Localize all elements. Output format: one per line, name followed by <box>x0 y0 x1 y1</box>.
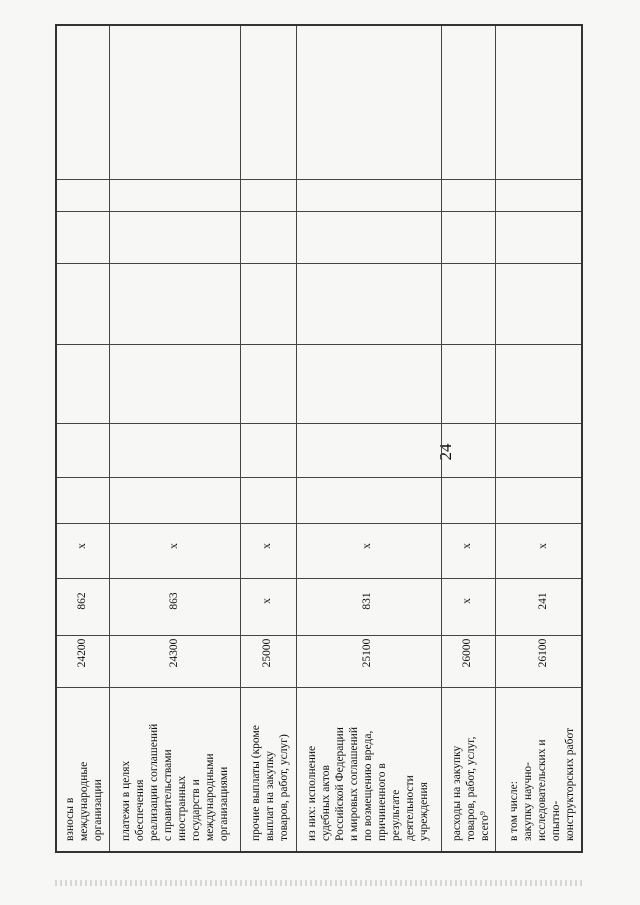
row-code: 26100 <box>537 638 549 668</box>
grid-line <box>57 635 581 636</box>
row-kbk: x <box>461 598 473 604</box>
row-kbk: 862 <box>76 592 88 610</box>
grid-line <box>57 263 581 264</box>
grid-line <box>57 523 581 524</box>
page-number: 24 <box>436 443 455 461</box>
row-code: 24300 <box>168 638 180 668</box>
row-kbk: x <box>261 598 273 604</box>
grid-line <box>57 211 581 212</box>
grid-line <box>296 26 297 851</box>
row-code: 24200 <box>76 638 88 668</box>
row-name: в том числе: закупку научно- исследовательских и опытно- конструкторских работ <box>508 727 576 841</box>
row-mark: x <box>168 543 180 549</box>
row-name: из них: исполнение судебных актов Российской Федерации и мировых соглашений по возмещению вреда, причиненного в результате деятельности учреждения <box>306 727 430 841</box>
row-mark: x <box>537 543 549 549</box>
scan-artifact <box>55 880 583 886</box>
grid-line <box>57 477 581 478</box>
grid-line <box>57 687 581 688</box>
grid-line <box>57 423 581 424</box>
row-name: расходы на закупку товаров, работ, услуг, всего⁹ <box>451 736 491 841</box>
grid-line <box>57 578 581 579</box>
row-code: 25000 <box>261 638 273 668</box>
grid-line <box>495 26 496 851</box>
row-mark: x <box>461 543 473 549</box>
grid-line <box>441 26 442 851</box>
budget-table <box>55 24 583 853</box>
grid-line <box>57 179 581 180</box>
row-code: 25100 <box>361 638 373 668</box>
grid-line <box>240 26 241 851</box>
row-name: платежи в целях обеспечения реализации соглашений с правительствами иностранных государств и международными организациями <box>120 723 230 841</box>
row-mark: x <box>76 543 88 549</box>
row-name: прочие выплаты (кроме выплат на закупку товаров, работ, услуг) <box>250 725 290 841</box>
grid-line <box>109 26 110 851</box>
row-mark: x <box>261 543 273 549</box>
row-kbk: 241 <box>537 592 549 610</box>
row-mark: x <box>361 543 373 549</box>
row-code: 26000 <box>461 638 473 668</box>
grid-line <box>57 344 581 345</box>
row-kbk: 863 <box>168 592 180 610</box>
row-name: взносы в международные организации <box>64 761 104 841</box>
row-kbk: 831 <box>361 592 373 610</box>
